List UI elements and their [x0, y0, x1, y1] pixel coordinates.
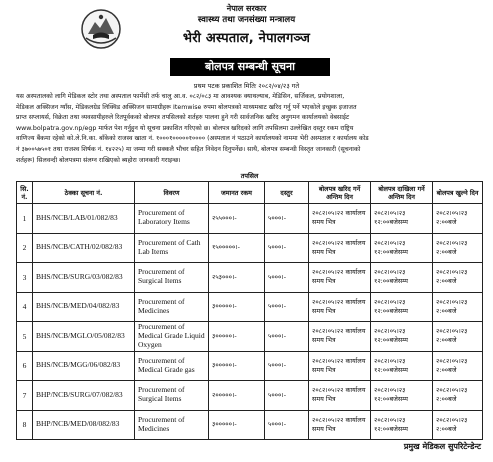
body-line: यस अस्पतालको लागि मेडिकल स्टोर तथा अस्पताल फार्मेसी तर्फ चालु आ.व. ०८२/०८३ मा आवश्यक क्याथल्याब, मेडिसिन, सर्जिकल, प्रयोगशाला, — [16, 93, 345, 100]
cell-sn: 5 — [17, 322, 33, 352]
cell-buy-deadline: २०८२।०५।२२ कार्यालय समय भित्र — [309, 263, 371, 293]
cell-buy-deadline: २०८२।०५।२२ कार्यालय समय भित्र — [309, 292, 371, 322]
cell-sn: 6 — [17, 351, 33, 381]
cell-fee: ५०००।- — [265, 381, 309, 411]
cell-ref: BHS/NCB/CATH/02/082/83 — [33, 233, 135, 263]
table-row — [17, 233, 483, 263]
signature-title: प्रमुख मेडिकल सुपरिटेन्डेन्ट — [403, 442, 481, 451]
body-line: नं ३७००५७५०१ तथा राजश्व शिर्षक नं. १४२२५) मा जम्मा गरी सक्कलै भौचर सहित निवेदन दिनुपर्नेछ। साथै, बोलपत्र सम्बन्धी विस्तृत जानकारी (सूचनाको — [16, 145, 361, 153]
header-sn: सि. नं. — [17, 182, 33, 204]
cell-deposit: २५३०००।- — [209, 263, 265, 293]
cell-deposit: ३०००००।- — [209, 292, 265, 322]
cell-open-date: २०८२।०५।२३ २:००बजे — [433, 351, 483, 381]
cell-open-date: २०८२।०५।२३ २:००बजे — [433, 292, 483, 322]
table-row — [17, 381, 483, 411]
cell-deposit: ३०००००।- — [209, 410, 265, 440]
tender-table — [16, 171, 483, 440]
cell-desc: Procurement of Surgical Items — [135, 263, 209, 293]
publication-date: प्रथम पटक प्रकाशित मितिः २०८२/०४/२३ गते — [193, 82, 300, 90]
table-row — [17, 351, 483, 381]
cell-desc: Procurement of Laboratory Items — [135, 204, 209, 234]
notice-title-banner: बोलपत्र सम्बन्धी सूचना — [170, 58, 330, 76]
cell-submit-deadline: २०८२।०५।२३ १२:००बजेसम्म — [371, 351, 433, 381]
ministry-line: स्वास्थ्य तथा जनसंख्या मन्त्रालय — [197, 15, 296, 25]
hospital-name: भेरी अस्पताल, नेपालगञ्ज — [182, 31, 311, 46]
cell-fee: ५०००।- — [265, 322, 309, 352]
cell-submit-deadline: २०८२।०५।२३ १२:००बजेसम्म — [371, 263, 433, 293]
table-row — [17, 263, 483, 293]
cell-deposit: १५०००००।- — [209, 233, 265, 263]
cell-ref: BHP/NCB/SURG/07/082/83 — [33, 381, 135, 411]
cell-fee: ५०००।- — [265, 410, 309, 440]
cell-buy-deadline: २०८२।०५।२२ कार्यालय समय भित्र — [309, 204, 371, 234]
cell-sn: 8 — [17, 410, 33, 440]
cell-desc: Procurement of Cath Lab Items — [135, 233, 209, 263]
cell-open-date: २०८२।०५।२३ २:००बजे — [433, 381, 483, 411]
cell-fee: ५०००।- — [265, 292, 309, 322]
cell-ref: BHS/NCB/MGG/06/082/83 — [33, 351, 135, 381]
cell-fee: ५०००।- — [265, 263, 309, 293]
cell-ref: BHS/NCB/LAB/01/082/83 — [33, 204, 135, 234]
body-line: वाणिज्य बैंकमा रहेको को.ले.नि.का. बाँकेको राजस्व खाता नं. १०००१०००००१०००० (अस्पताल नं पठाउने कार्यालयको नाममा भेरी अस्पताल र कार्यालय कोड — [16, 135, 369, 143]
table-row — [17, 322, 483, 352]
cell-open-date: २०८२।०५।२३ २:००बजे — [433, 263, 483, 293]
cell-deposit: ३०००००।- — [209, 322, 265, 352]
cell-submit-deadline: २०८२।०५।२३ १२:००बजेसम्म — [371, 233, 433, 263]
body-line: शर्तहरू) सिलवन्दी बोलपत्रमा संलग्न राखिएको ब्यहोरा जानकारी गराइन्छ। — [16, 156, 181, 164]
cell-submit-deadline: २०८२।०५।२३ १२:००बजेसम्म — [371, 292, 433, 322]
cell-submit-deadline: २०८२।०५।२३ १२:००बजेसम्म — [371, 204, 433, 234]
cell-sn: 3 — [17, 263, 33, 293]
cell-desc: Procurement of Surgical Items — [135, 381, 209, 411]
cell-buy-deadline: २०८२।०५।२२ कार्यालय समय भित्र — [309, 351, 371, 381]
body-line: मेडिकल अक्सिजन ग्याँस, मेडिकलग्रेड लिक्विड अक्सिजन सामाग्रीहरू Itemwise रुपमा बोलपत्रको माध्यमबाट खरिद गर्नु पर्ने भएकोले इच्छुक इजाजत — [16, 103, 357, 111]
cell-submit-deadline: २०८२।०५।२३ १२:००बजेसम्म — [371, 381, 433, 411]
table-group-label: तपसिल — [17, 171, 483, 182]
header-open-date: बोलपत्र खुल्ने दिन — [433, 182, 483, 204]
cell-fee: ५०००।- — [265, 204, 309, 234]
cell-sn: 1 — [17, 204, 33, 234]
government-line: नेपाल सरकार — [226, 4, 267, 13]
cell-ref: BHS/NCB/MGLO/05/082/83 — [33, 322, 135, 352]
cell-open-date: २०८२।०५।२३ २:००बजे — [433, 204, 483, 234]
cell-ref: BHS/NCB/SURG/03/082/83 — [33, 263, 135, 293]
body-line: प्राप्त सप्लायर्स, विक्रेता तथा व्यवसायीहरुले रितपूर्वकको बोलपत्र तपसिलको शर्तहरु पालना हुने गरी सार्वजनिक खरिद अनुगमन कार्यालयको वेबसाईट — [16, 114, 350, 122]
cell-desc: Procurement of Medicines — [135, 292, 209, 322]
table-row — [17, 204, 483, 234]
cell-desc: Procurement of Medicines — [135, 410, 209, 440]
cell-sn: 4 — [17, 292, 33, 322]
cell-submit-deadline: २०८२।०५।२३ १२:००बजेसम्म — [371, 410, 433, 440]
cell-desc: Procurement of Medical Grade gas — [135, 351, 209, 381]
cell-deposit: २५५०००।- — [209, 204, 265, 234]
cell-desc: Procurement of Medical Grade Liquid Oxygen — [135, 322, 209, 352]
cell-fee: ५०००।- — [265, 351, 309, 381]
table-row — [17, 410, 483, 440]
cell-deposit: २०००००।- — [209, 381, 265, 411]
cell-ref: BHS/NCB/MED/04/082/83 — [33, 292, 135, 322]
cell-sn: 7 — [17, 381, 33, 411]
cell-buy-deadline: २०८२।०५।२२ कार्यालय समय भित्र — [309, 381, 371, 411]
header-deposit: जमानत रकम — [209, 182, 265, 204]
header-submit-deadline: बोलपत्र दाखिला गर्ने अन्तिम दिन — [371, 182, 433, 204]
notice-header — [0, 0, 493, 58]
header-ref: ठेक्का सूचना नं. — [33, 182, 135, 204]
header-desc: विवरण — [135, 182, 209, 204]
notice-body — [16, 92, 482, 166]
cell-open-date: २०८२।०५।२३ २:००बजे — [433, 233, 483, 263]
cell-sn: 2 — [17, 233, 33, 263]
header-fee: दस्तुर — [265, 182, 309, 204]
cell-deposit: ३०००००।- — [209, 351, 265, 381]
cell-open-date: २०८२।०५।२३ २:००बजे — [433, 322, 483, 352]
cell-submit-deadline: २०८२।०५।२३ १२:००बजेसम्म — [371, 322, 433, 352]
cell-open-date: २०८२।०५।२३ २:००बजे — [433, 410, 483, 440]
body-line: www.bolpatra.gov.np/egp मार्फत पेश गर्नुहुन यो सूचना प्रकाशित गरिएको छ। बोलपत्र खरिदको लागि तपसिलमा उल्लेखित दस्तुर रकम राष्ट्रिय — [16, 124, 354, 132]
header-buy-deadline: बोलपत्र खरिद गर्ने अन्तिम दिन — [309, 182, 371, 204]
cell-fee: ५०००।- — [265, 233, 309, 263]
table-row — [17, 292, 483, 322]
cell-buy-deadline: २०८२।०५।२२ कार्यालय समय भित्र — [309, 322, 371, 352]
cell-ref: BHP/NCB/MED/08/082/83 — [33, 410, 135, 440]
cell-buy-deadline: २०८२।०५।२२ कार्यालय समय भित्र — [309, 410, 371, 440]
cell-buy-deadline: २०८२।०५।२२ कार्यालय समय भित्र — [309, 233, 371, 263]
